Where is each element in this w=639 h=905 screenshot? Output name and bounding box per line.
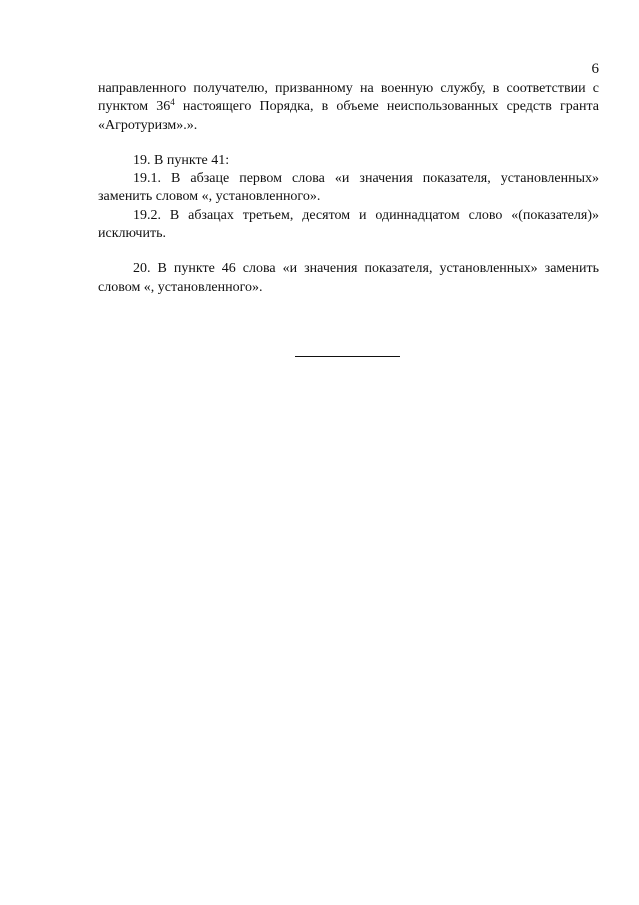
intro-text-part2: настоящего Порядка, в объеме неиспользованных средств гранта «Агротуризм».». <box>98 99 599 133</box>
paragraph-gap <box>98 135 599 152</box>
end-separator-line <box>295 356 400 357</box>
item-20: 20. В пункте 46 слова «и значения показателя, установленных» заменить словом «, установленного». <box>98 261 599 295</box>
paragraph-gap <box>98 243 599 260</box>
intro-paragraph <box>98 80 599 135</box>
item-19-2: 19.2. В абзацах третьем, десятом и одиннадцатом слово «(показателя)» исключить. <box>98 207 599 242</box>
item-19-heading: 19. В пункте 41: <box>133 152 230 168</box>
intro-text-part1: направленного получателю, призванному на военную службу, в соответствии с пунктом 36 <box>98 81 599 115</box>
document-body <box>98 80 599 297</box>
intro-superscript: 4 <box>170 97 175 108</box>
page-number: 6 <box>591 61 599 77</box>
item-19-1: 19.1. В абзаце первом слова «и значения показателя, установленных» заменить словом «, установленного». <box>98 171 599 205</box>
